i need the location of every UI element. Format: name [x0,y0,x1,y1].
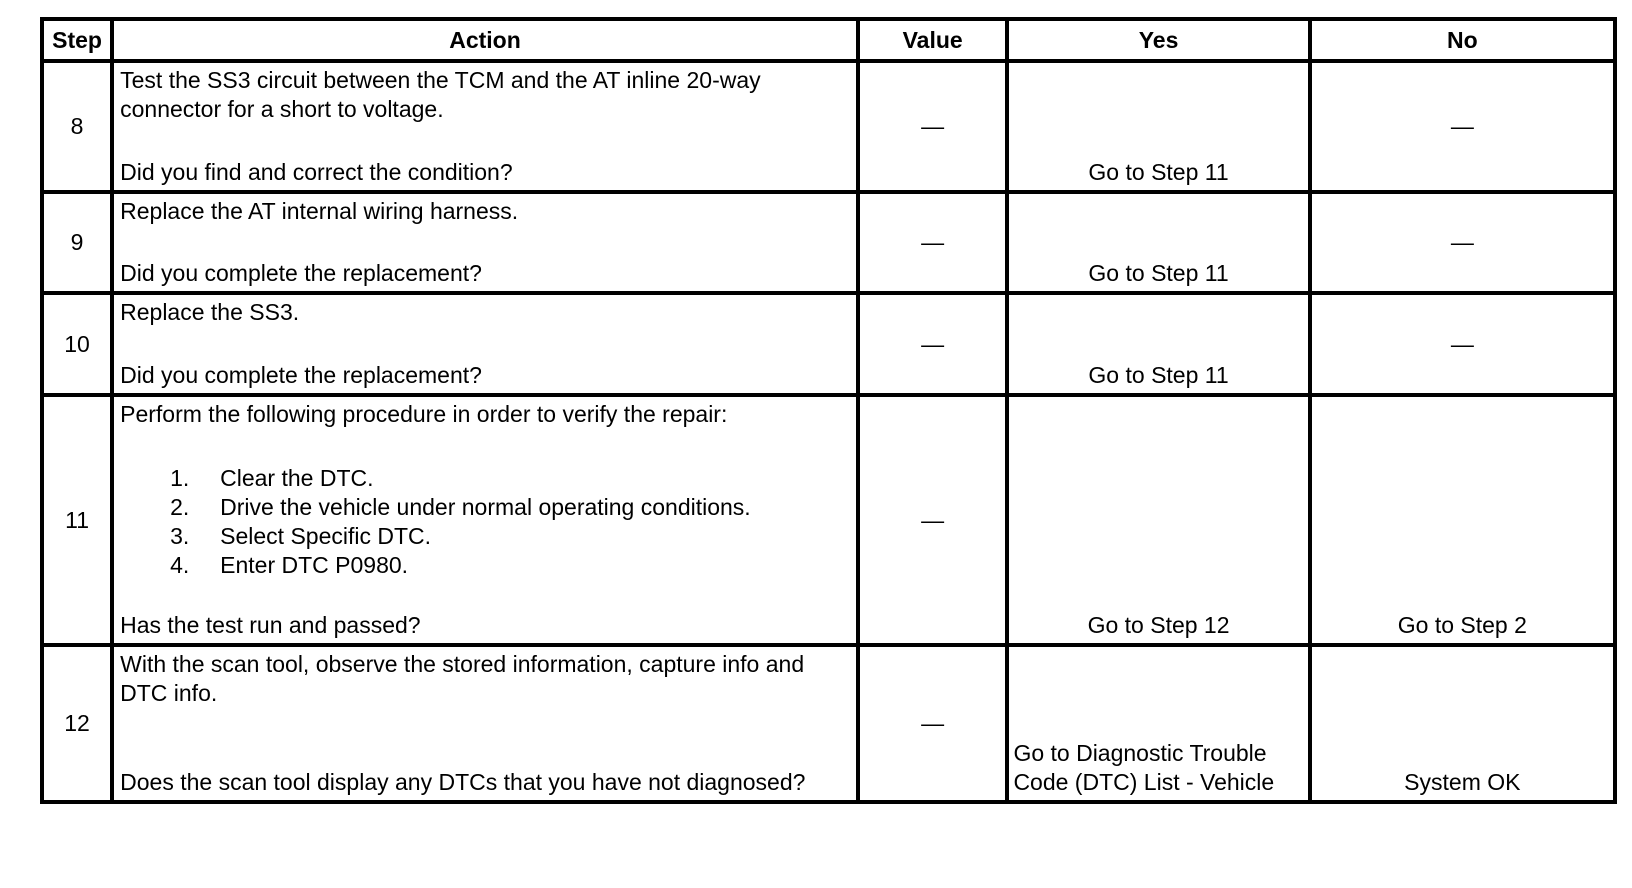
header-row [42,19,1615,61]
value-cell: — [858,61,1008,192]
no-cell [1310,645,1615,802]
action-question: Has the test run and passed? [120,612,421,638]
action-cell [112,645,858,802]
action-cell [112,61,858,192]
header-yes: Yes [1007,19,1309,61]
yes-outcome: Go to Step 11 [1088,159,1229,185]
no-cell: — [1310,192,1615,293]
table-row [42,61,1615,192]
action-text: Replace the AT internal wiring harness. [120,198,519,224]
yes-cell [1007,395,1309,645]
table-row [42,293,1615,395]
procedure-step-text: Select Specific DTC. [220,523,432,549]
yes-cell [1007,192,1309,293]
value-cell: — [858,192,1008,293]
yes-outcome: Go to Step 11 [1088,260,1229,286]
no-cell: — [1310,293,1615,395]
value-cell: — [858,293,1008,395]
header-action: Action [112,19,858,61]
procedure-step-number: 4. [170,552,190,578]
table-row [42,645,1615,802]
table-row [42,192,1615,293]
action-text: Replace the SS3. [120,299,300,325]
header-no: No [1310,19,1615,61]
value-cell: — [858,645,1008,802]
header-value: Value [858,19,1008,61]
step-number: 9 [42,192,112,293]
procedure-step [170,551,850,580]
action-cell [112,395,858,645]
procedure-list [120,464,850,580]
yes-outcome: Go to Step 11 [1088,362,1229,388]
action-question: Did you complete the replacement? [120,260,482,286]
no-outcome: System OK [1404,769,1521,795]
step-number: 8 [42,61,112,192]
action-question: Does the scan tool display any DTCs that you have not diagnosed? [120,769,806,795]
procedure-step [170,464,850,493]
value-cell: — [858,395,1008,645]
no-cell: — [1310,61,1615,192]
header-step: Step [42,19,112,61]
action-text: Perform the following procedure in order to verify the repair: [120,401,728,427]
procedure-step-number: 1. [170,465,190,491]
action-question: Did you complete the replacement? [120,362,482,388]
procedure-step [170,493,850,522]
procedure-step [170,522,850,551]
action-text: Test the SS3 circuit between the TCM and the AT inline 20-way connector for a short to voltage. [120,67,761,122]
yes-cell [1007,645,1309,802]
action-cell [112,192,858,293]
procedure-step-text: Clear the DTC. [220,465,374,491]
step-number: 12 [42,645,112,802]
diagnostic-table [40,17,1617,804]
no-cell [1310,395,1615,645]
action-text: With the scan tool, observe the stored information, capture info and DTC info. [120,651,805,706]
yes-outcome: Go to Step 12 [1087,612,1230,638]
procedure-step-number: 3. [170,523,190,549]
step-number: 11 [42,395,112,645]
procedure-step-text: Enter DTC P0980. [220,552,409,578]
procedure-step-text: Drive the vehicle under normal operating conditions. [220,494,751,520]
action-cell [112,293,858,395]
yes-cell [1007,293,1309,395]
no-outcome: Go to Step 2 [1397,612,1527,638]
table-row [42,395,1615,645]
action-question: Did you find and correct the condition? [120,159,513,185]
step-number: 10 [42,293,112,395]
yes-outcome: Go to Diagnostic Trouble Code (DTC) List - Vehicle [1013,740,1275,795]
procedure-step-number: 2. [170,494,190,520]
yes-cell [1007,61,1309,192]
